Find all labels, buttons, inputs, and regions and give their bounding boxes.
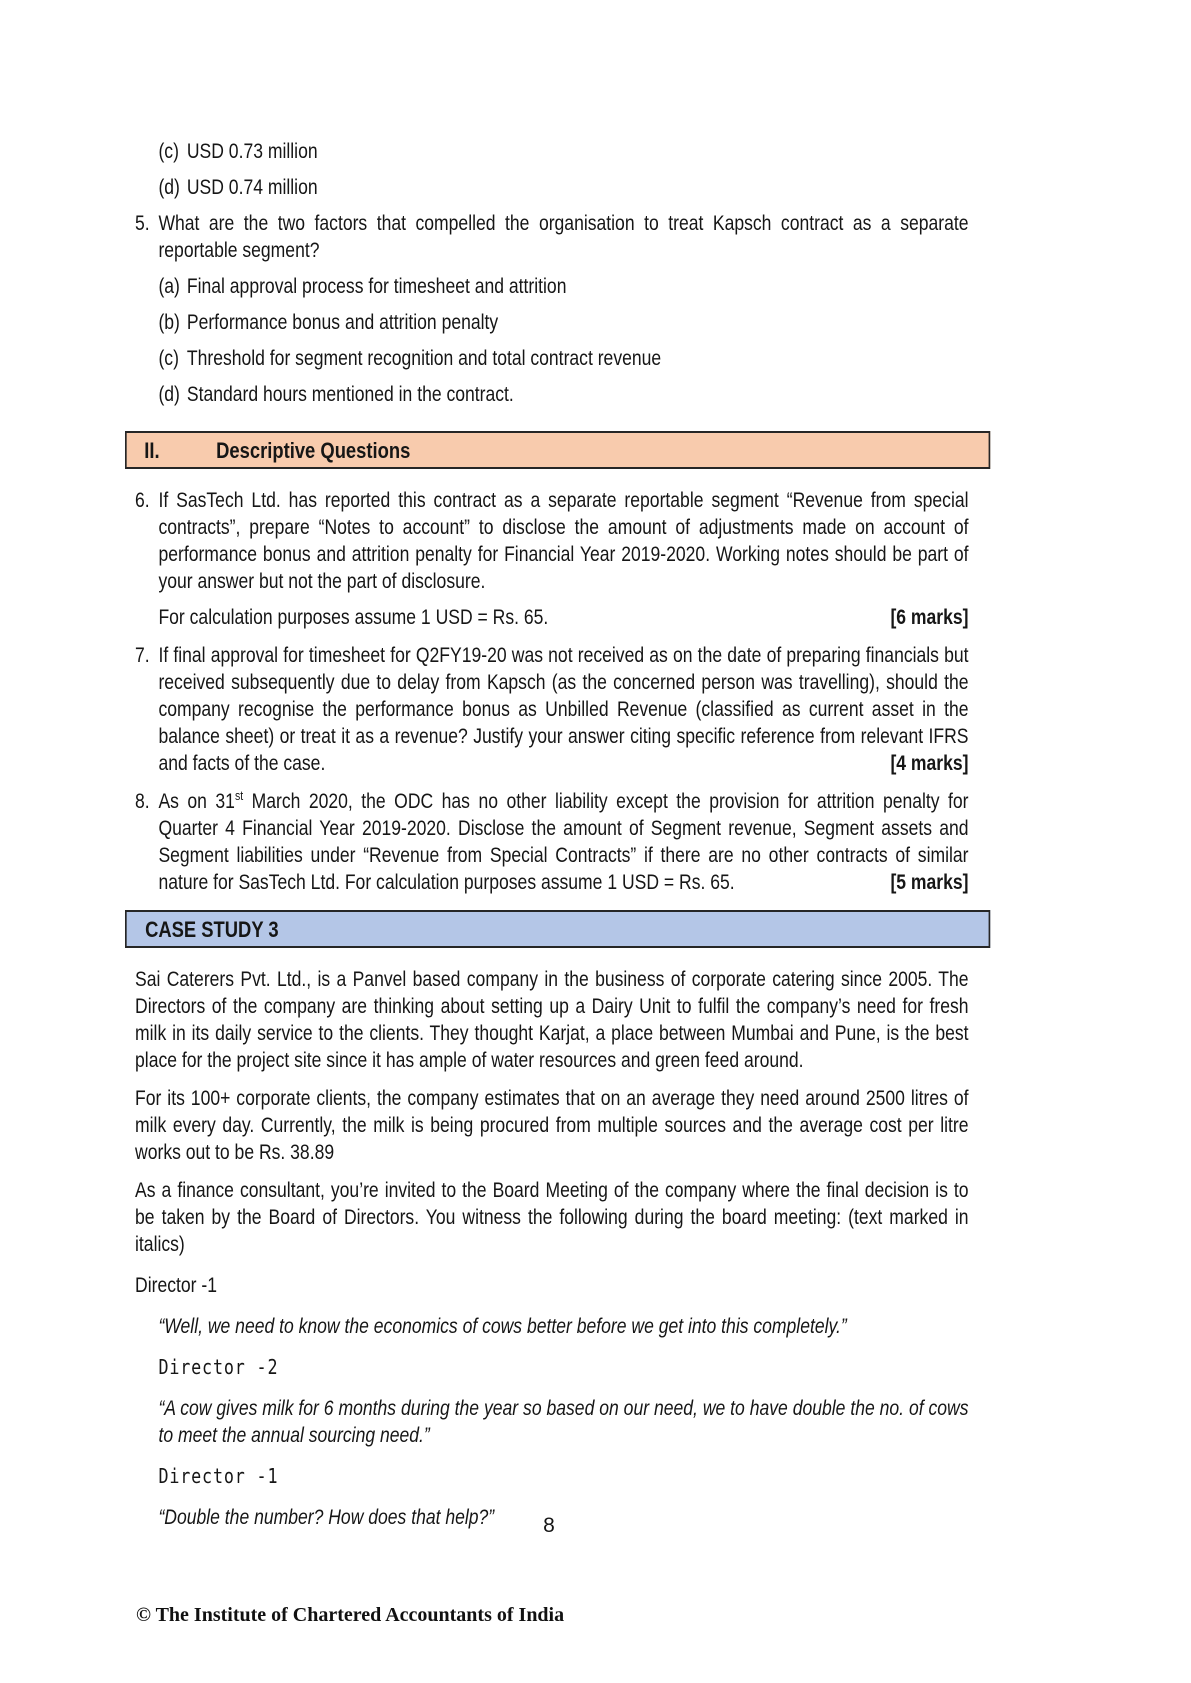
section-numeral: II. (144, 437, 160, 463)
dialogue-speaker: Director -1 (158, 1464, 279, 1488)
document-content (125, 138, 990, 1545)
copyright-footer: © The Institute of Chartered Accountants of India (136, 1604, 565, 1626)
question-5 (125, 210, 990, 417)
question-text: If final approval for timesheet for Q2FY19-20 was not received as on the date of preparing financials but received subsequently due to delay from Kapsch (as the concerned person was travelling), should the company recognise the performance bonus as Unbilled Revenue (classified as current asset in the balance sheet) or treat it as a revenue? Justify your answer citing specific reference from relevant IFRS and facts of the case. (158, 644, 969, 775)
question-options (158, 273, 968, 408)
section-title: Descriptive Questions (216, 437, 411, 463)
case-paragraph: As a finance consultant, you’re invited to the Board Meeting of the company where the final decision is to be taken by the Board of Directors. You witness the following during the board meeting: (text marked in italics) (135, 1179, 969, 1256)
section-header-descriptive-questions (125, 431, 990, 469)
question-text: If SasTech Ltd. has reported this contract as a separate reportable segment “Revenue from special contracts”, prepare “Notes to account” to disclose the amount of adjustments made on account of performance bonus and attrition penalty for Financial Year 2019-2020. Working notes should be part of your answer but not the part of disclosure. (158, 489, 969, 593)
option-row (158, 138, 968, 165)
question-number: 5. (135, 212, 150, 235)
marks-badge: [4 marks] (890, 752, 969, 775)
question-body (158, 788, 968, 896)
ordinal-superscript: st (234, 789, 244, 803)
question-number: 7. (135, 644, 150, 667)
dialogue-quote: “A cow gives milk for 6 months during the year so based on our need, we to have double the no. of cows to meet the annual sourcing need.” (158, 1397, 969, 1447)
question-8 (125, 788, 990, 896)
option-row (158, 309, 968, 336)
option-label: (c) (158, 347, 179, 370)
option-text: USD 0.74 million (186, 176, 318, 199)
question-body (158, 487, 968, 631)
case-study-title: CASE STUDY 3 (145, 916, 279, 942)
option-text: Final approval process for timesheet and attrition (186, 275, 567, 298)
question-body (158, 210, 968, 417)
question-note: For calculation purposes assume 1 USD = Rs. 65. (158, 606, 549, 629)
option-label: (d) (158, 383, 180, 406)
option-text: USD 0.73 million (186, 140, 318, 163)
question-6 (125, 487, 990, 631)
question-text-start: As on 31 (158, 790, 235, 813)
mcq-tail-options (125, 138, 990, 201)
option-label: (b) (158, 311, 180, 334)
option-text: Performance bonus and attrition penalty (186, 311, 499, 334)
option-label: (d) (158, 176, 180, 199)
case-paragraph: For its 100+ corporate clients, the company estimates that on an average they need around 2500 litres of milk every day. Currently, the milk is being procured from multiple sources and the average cost per litre works out to be Rs. 38.89 (135, 1087, 969, 1164)
case-study-body (125, 966, 990, 1531)
case-study-3-header (125, 910, 990, 948)
dialogue-speaker: Director -1 (135, 1274, 217, 1297)
question-7 (125, 642, 990, 777)
option-row (158, 345, 968, 372)
dialogue-speaker: Director -2 (158, 1355, 279, 1379)
question-text: What are the two factors that compelled the organisation to treat Kapsch contract as a separate reportable segment? (158, 212, 969, 262)
question-number: 8. (135, 790, 150, 813)
option-label: (c) (158, 140, 179, 163)
option-text: Threshold for segment recognition and total contract revenue (186, 347, 662, 370)
question-number: 6. (135, 489, 150, 512)
question-body (158, 642, 968, 777)
option-row (158, 381, 968, 408)
dialogue-quote: “Double the number? How does that help?” (158, 1506, 495, 1529)
option-row (158, 273, 968, 300)
option-text: Standard hours mentioned in the contract. (186, 383, 514, 406)
option-row (158, 174, 968, 201)
page-number: 8 (543, 1514, 555, 1537)
option-label: (a) (158, 275, 180, 298)
case-paragraph: Sai Caterers Pvt. Ltd., is a Panvel based company in the business of corporate catering since 2005. The Directors of the company are thinking about setting up a Dairy Unit to fulfil the company’s need for fresh milk in its daily service to the clients. They thought Karjat, a place between Mumbai and Pune, is the best place for the project site since it has ample of water resources and green feed around. (135, 968, 969, 1072)
question-note-row (158, 604, 968, 631)
marks-badge: [5 marks] (890, 871, 969, 894)
question-text-end: March 2020, the ODC has no other liability except the provision for attrition penalty for Quarter 4 Financial Year 2019-2020. Disclose the amount of Segment revenue, Segment assets and Segment liabilities under “Revenue from Special Contracts” if there are no other contracts of similar nature for SasTech Ltd. For calculation purposes assume 1 USD = Rs. 65. (158, 790, 969, 894)
dialogue-quote: “Well, we need to know the economics of cows better before we get into this completely.” (158, 1315, 847, 1338)
marks-badge: [6 marks] (890, 606, 969, 629)
